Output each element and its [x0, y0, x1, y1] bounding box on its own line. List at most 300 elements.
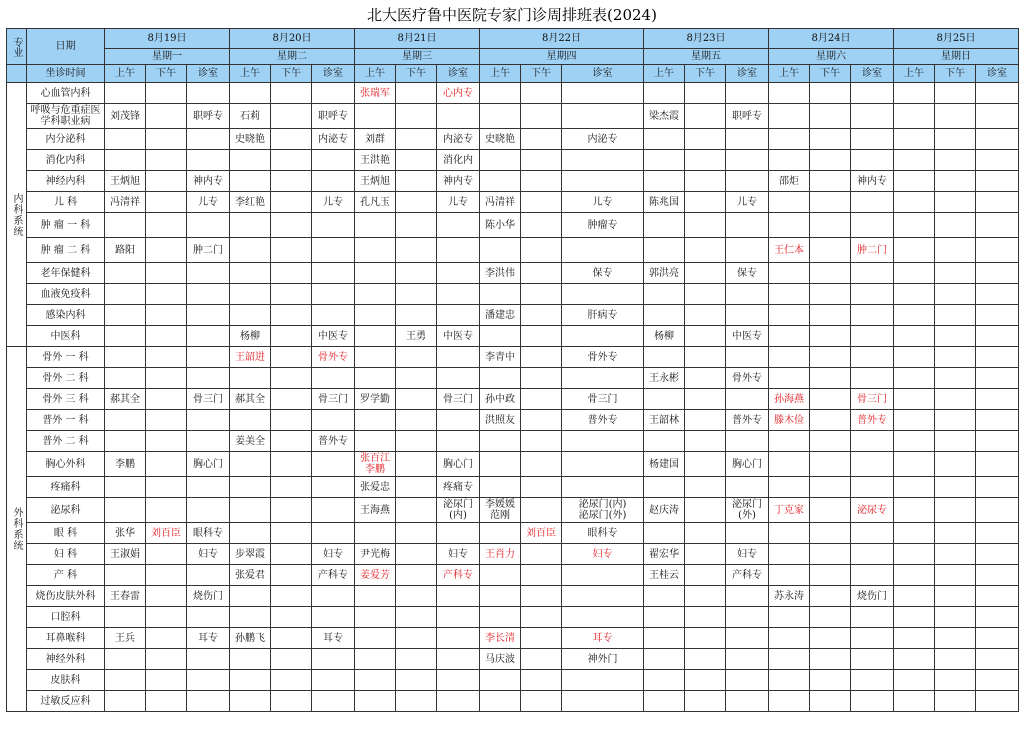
- morning-doctor-cell: [355, 368, 396, 389]
- morning-doctor-cell: [769, 691, 810, 712]
- table-row: [7, 452, 1019, 477]
- clinic-room-cell: [312, 586, 355, 607]
- table-row: [7, 104, 1019, 129]
- clinic-room-cell: 肿瘤专: [562, 213, 644, 238]
- afternoon-doctor-cell: [396, 389, 437, 410]
- morning-doctor-cell: 王洪艳: [355, 150, 396, 171]
- clinic-room-cell: 儿专: [437, 192, 480, 213]
- clinic-room-cell: 妇专: [437, 544, 480, 565]
- morning-doctor-cell: [355, 649, 396, 670]
- slot-header: 诊室: [562, 65, 644, 83]
- clinic-room-cell: [726, 389, 769, 410]
- clinic-room-cell: [851, 368, 894, 389]
- table-row: [7, 586, 1019, 607]
- afternoon-doctor-cell: [396, 544, 437, 565]
- department-name: 感染内科: [27, 305, 105, 326]
- morning-doctor-cell: [894, 628, 935, 649]
- afternoon-doctor-cell: [521, 670, 562, 691]
- afternoon-doctor-cell: [935, 452, 976, 477]
- afternoon-doctor-cell: [271, 171, 312, 192]
- afternoon-doctor-cell: [810, 670, 851, 691]
- table-row: [7, 129, 1019, 150]
- morning-doctor-cell: [894, 305, 935, 326]
- afternoon-doctor-cell: [685, 691, 726, 712]
- morning-doctor-cell: 郝其全: [105, 389, 146, 410]
- morning-doctor-cell: [230, 607, 271, 628]
- clinic-room-cell: 骨三门: [851, 389, 894, 410]
- afternoon-doctor-cell: [935, 326, 976, 347]
- table-row: [7, 410, 1019, 431]
- table-row: [7, 347, 1019, 368]
- slot-header: 上午: [105, 65, 146, 83]
- group-label: 外科系统: [7, 347, 27, 712]
- clinic-room-cell: [976, 83, 1019, 104]
- clinic-room-cell: [726, 431, 769, 452]
- slot-header: 诊室: [976, 65, 1019, 83]
- morning-doctor-cell: [769, 649, 810, 670]
- morning-doctor-cell: [894, 410, 935, 431]
- weekday-header: 星期二: [230, 49, 355, 65]
- morning-doctor-cell: [894, 607, 935, 628]
- weekday-header: 星期五: [644, 49, 769, 65]
- morning-doctor-cell: [355, 691, 396, 712]
- afternoon-doctor-cell: [271, 389, 312, 410]
- clinic-room-cell: 疼痛专: [437, 477, 480, 498]
- morning-doctor-cell: [894, 150, 935, 171]
- clinic-room-cell: [562, 284, 644, 305]
- morning-doctor-cell: 翟宏华: [644, 544, 685, 565]
- morning-doctor-cell: [230, 213, 271, 238]
- morning-doctor-cell: [644, 649, 685, 670]
- clinic-room-cell: [726, 150, 769, 171]
- afternoon-doctor-cell: [396, 565, 437, 586]
- clinic-room-cell: 骨三门: [312, 389, 355, 410]
- clinic-room-cell: [976, 326, 1019, 347]
- clinic-room-cell: 骨三门: [437, 389, 480, 410]
- morning-doctor-cell: [894, 477, 935, 498]
- slot-header: 诊室: [851, 65, 894, 83]
- afternoon-doctor-cell: [685, 586, 726, 607]
- afternoon-doctor-cell: [685, 305, 726, 326]
- morning-doctor-cell: [480, 477, 521, 498]
- morning-doctor-cell: 苏永涛: [769, 586, 810, 607]
- table-row: [7, 150, 1019, 171]
- morning-doctor-cell: [769, 452, 810, 477]
- morning-doctor-cell: [480, 104, 521, 129]
- clinic-room-cell: [187, 83, 230, 104]
- morning-doctor-cell: 李长清: [480, 628, 521, 649]
- afternoon-doctor-cell: [935, 83, 976, 104]
- clinic-room-cell: [437, 670, 480, 691]
- afternoon-doctor-cell: [396, 305, 437, 326]
- morning-doctor-cell: [105, 477, 146, 498]
- afternoon-doctor-cell: [521, 171, 562, 192]
- clinic-room-cell: [437, 238, 480, 263]
- afternoon-doctor-cell: [396, 410, 437, 431]
- morning-doctor-cell: 孙中政: [480, 389, 521, 410]
- morning-doctor-cell: [894, 691, 935, 712]
- clinic-room-cell: [312, 263, 355, 284]
- clinic-room-cell: [187, 565, 230, 586]
- afternoon-doctor-cell: [396, 431, 437, 452]
- afternoon-doctor-cell: 刘百臣: [146, 523, 187, 544]
- afternoon-doctor-cell: [271, 83, 312, 104]
- morning-doctor-cell: [230, 498, 271, 523]
- afternoon-doctor-cell: [685, 83, 726, 104]
- morning-doctor-cell: [769, 305, 810, 326]
- morning-doctor-cell: 王肖力: [480, 544, 521, 565]
- morning-doctor-cell: [105, 326, 146, 347]
- morning-doctor-cell: [480, 565, 521, 586]
- morning-doctor-cell: [769, 670, 810, 691]
- afternoon-doctor-cell: [935, 150, 976, 171]
- morning-doctor-cell: [480, 452, 521, 477]
- clinic-room-cell: [187, 691, 230, 712]
- afternoon-doctor-cell: [810, 238, 851, 263]
- afternoon-doctor-cell: [146, 586, 187, 607]
- afternoon-doctor-cell: [810, 326, 851, 347]
- afternoon-doctor-cell: [271, 104, 312, 129]
- clinic-room-cell: [437, 263, 480, 284]
- slot-header: 诊室: [187, 65, 230, 83]
- clinic-room-cell: [726, 347, 769, 368]
- afternoon-doctor-cell: [271, 670, 312, 691]
- afternoon-doctor-cell: [685, 368, 726, 389]
- table-row: [7, 691, 1019, 712]
- morning-doctor-cell: [644, 305, 685, 326]
- morning-doctor-cell: 郝其全: [230, 389, 271, 410]
- clinic-room-cell: [562, 452, 644, 477]
- clinic-room-cell: [187, 431, 230, 452]
- afternoon-doctor-cell: [935, 104, 976, 129]
- morning-doctor-cell: [644, 670, 685, 691]
- morning-doctor-cell: 王韶林: [644, 410, 685, 431]
- afternoon-doctor-cell: [521, 129, 562, 150]
- afternoon-doctor-cell: [271, 263, 312, 284]
- clinic-room-cell: [976, 263, 1019, 284]
- afternoon-doctor-cell: [396, 104, 437, 129]
- afternoon-doctor-cell: [810, 83, 851, 104]
- clinic-room-cell: [976, 691, 1019, 712]
- morning-doctor-cell: [480, 431, 521, 452]
- afternoon-doctor-cell: [685, 452, 726, 477]
- morning-doctor-cell: 王永彬: [644, 368, 685, 389]
- morning-doctor-cell: 罗学勤: [355, 389, 396, 410]
- afternoon-doctor-cell: [271, 347, 312, 368]
- morning-doctor-cell: 石莉: [230, 104, 271, 129]
- morning-doctor-cell: [105, 649, 146, 670]
- clinic-room-cell: [187, 410, 230, 431]
- morning-doctor-cell: [769, 628, 810, 649]
- morning-doctor-cell: [230, 368, 271, 389]
- morning-doctor-cell: [480, 368, 521, 389]
- afternoon-doctor-cell: [396, 347, 437, 368]
- clinic-room-cell: [726, 305, 769, 326]
- clinic-room-cell: [976, 410, 1019, 431]
- afternoon-doctor-cell: [521, 284, 562, 305]
- clinic-room-cell: [437, 347, 480, 368]
- table-row: [7, 263, 1019, 284]
- morning-doctor-cell: [769, 544, 810, 565]
- clinic-room-cell: [187, 305, 230, 326]
- morning-doctor-cell: [644, 607, 685, 628]
- morning-doctor-cell: [894, 263, 935, 284]
- morning-doctor-cell: 李媛媛 范刚: [480, 498, 521, 523]
- afternoon-doctor-cell: [521, 238, 562, 263]
- morning-doctor-cell: [644, 129, 685, 150]
- table-row: [7, 670, 1019, 691]
- clinic-room-cell: [851, 452, 894, 477]
- morning-doctor-cell: [769, 150, 810, 171]
- clinic-room-cell: [976, 670, 1019, 691]
- afternoon-doctor-cell: [810, 477, 851, 498]
- morning-doctor-cell: 李鹏: [105, 452, 146, 477]
- morning-doctor-cell: [644, 347, 685, 368]
- morning-doctor-cell: [355, 410, 396, 431]
- clinic-room-cell: [437, 431, 480, 452]
- clinic-room-cell: [851, 326, 894, 347]
- clinic-room-cell: 泌尿门 (外): [726, 498, 769, 523]
- afternoon-doctor-cell: [685, 213, 726, 238]
- department-name: 心血管内科: [27, 83, 105, 104]
- afternoon-doctor-cell: [146, 670, 187, 691]
- table-row: [7, 477, 1019, 498]
- morning-doctor-cell: 冯清祥: [480, 192, 521, 213]
- afternoon-doctor-cell: [146, 213, 187, 238]
- afternoon-doctor-cell: [146, 477, 187, 498]
- afternoon-doctor-cell: [521, 586, 562, 607]
- morning-doctor-cell: 李青中: [480, 347, 521, 368]
- morning-doctor-cell: [894, 284, 935, 305]
- table-row: [7, 431, 1019, 452]
- clinic-room-cell: 眼科专: [562, 523, 644, 544]
- clinic-room-cell: [976, 104, 1019, 129]
- afternoon-doctor-cell: [396, 129, 437, 150]
- clinic-room-cell: [312, 83, 355, 104]
- clinic-room-cell: [437, 368, 480, 389]
- afternoon-doctor-cell: [810, 368, 851, 389]
- clinic-room-cell: 普外专: [851, 410, 894, 431]
- morning-doctor-cell: [105, 368, 146, 389]
- afternoon-doctor-cell: [935, 347, 976, 368]
- clinic-room-cell: [851, 565, 894, 586]
- clinic-room-cell: 内泌专: [562, 129, 644, 150]
- afternoon-doctor-cell: [935, 213, 976, 238]
- clinic-room-cell: [437, 691, 480, 712]
- afternoon-doctor-cell: [271, 326, 312, 347]
- morning-doctor-cell: [105, 213, 146, 238]
- afternoon-doctor-cell: [810, 410, 851, 431]
- afternoon-doctor-cell: [521, 691, 562, 712]
- morning-doctor-cell: [355, 586, 396, 607]
- clinic-room-cell: [437, 213, 480, 238]
- morning-doctor-cell: [894, 452, 935, 477]
- clinic-room-cell: [976, 452, 1019, 477]
- clinic-room-cell: [312, 607, 355, 628]
- clinic-room-cell: [312, 670, 355, 691]
- morning-doctor-cell: [480, 150, 521, 171]
- morning-doctor-cell: [105, 83, 146, 104]
- morning-doctor-cell: 姜爱芳: [355, 565, 396, 586]
- afternoon-doctor-cell: [521, 544, 562, 565]
- afternoon-doctor-cell: [146, 104, 187, 129]
- morning-doctor-cell: [355, 607, 396, 628]
- clinic-room-cell: [976, 129, 1019, 150]
- date-header: 8月20日: [230, 29, 355, 49]
- morning-doctor-cell: [769, 523, 810, 544]
- clinic-room-cell: 儿专: [726, 192, 769, 213]
- department-name: 神经外科: [27, 649, 105, 670]
- afternoon-doctor-cell: [810, 150, 851, 171]
- afternoon-doctor-cell: [521, 607, 562, 628]
- slot-header: 下午: [685, 65, 726, 83]
- morning-doctor-cell: [644, 523, 685, 544]
- morning-doctor-cell: 冯清祥: [105, 192, 146, 213]
- clinic-room-cell: [851, 284, 894, 305]
- morning-doctor-cell: [769, 284, 810, 305]
- department-name: 疼痛科: [27, 477, 105, 498]
- afternoon-doctor-cell: [396, 238, 437, 263]
- afternoon-doctor-cell: [271, 410, 312, 431]
- clinic-room-cell: 消化内: [437, 150, 480, 171]
- clinic-room-cell: [437, 104, 480, 129]
- clinic-room-cell: [437, 628, 480, 649]
- afternoon-doctor-cell: [146, 452, 187, 477]
- morning-doctor-cell: 王海燕: [355, 498, 396, 523]
- clinic-room-cell: [976, 586, 1019, 607]
- morning-doctor-cell: 王炳旭: [105, 171, 146, 192]
- clinic-room-cell: [187, 607, 230, 628]
- afternoon-doctor-cell: [271, 150, 312, 171]
- afternoon-doctor-cell: [935, 238, 976, 263]
- afternoon-doctor-cell: [271, 628, 312, 649]
- clinic-room-cell: 烧伤门: [187, 586, 230, 607]
- clinic-room-cell: [187, 326, 230, 347]
- morning-doctor-cell: [105, 431, 146, 452]
- clinic-room-cell: 妇专: [187, 544, 230, 565]
- clinic-room-cell: 普外专: [562, 410, 644, 431]
- clinic-room-cell: [726, 129, 769, 150]
- clinic-room-cell: [437, 586, 480, 607]
- morning-doctor-cell: [769, 83, 810, 104]
- morning-doctor-cell: 孔凡玉: [355, 192, 396, 213]
- clinic-room-cell: [976, 238, 1019, 263]
- clinic-room-cell: [562, 104, 644, 129]
- morning-doctor-cell: 杨柳: [230, 326, 271, 347]
- weekday-header: 星期日: [894, 49, 1019, 65]
- afternoon-doctor-cell: [685, 389, 726, 410]
- afternoon-doctor-cell: [810, 586, 851, 607]
- group-label: 内科系统: [7, 83, 27, 347]
- clinic-room-cell: [851, 305, 894, 326]
- morning-doctor-cell: 王春雷: [105, 586, 146, 607]
- clinic-room-cell: 肿二门: [851, 238, 894, 263]
- clinic-room-cell: 中医专: [312, 326, 355, 347]
- clinic-room-cell: [851, 129, 894, 150]
- clinic-room-cell: 肿二门: [187, 238, 230, 263]
- afternoon-doctor-cell: [146, 171, 187, 192]
- morning-doctor-cell: 赵庆涛: [644, 498, 685, 523]
- afternoon-doctor-cell: [271, 544, 312, 565]
- morning-doctor-cell: [480, 326, 521, 347]
- morning-doctor-cell: [105, 565, 146, 586]
- afternoon-doctor-cell: [935, 389, 976, 410]
- morning-doctor-cell: [894, 649, 935, 670]
- clinic-room-cell: [312, 452, 355, 477]
- clinic-room-cell: [312, 649, 355, 670]
- afternoon-doctor-cell: [521, 368, 562, 389]
- afternoon-doctor-cell: [146, 628, 187, 649]
- department-name: 内分泌科: [27, 129, 105, 150]
- department-name: 妇 科: [27, 544, 105, 565]
- afternoon-doctor-cell: [271, 607, 312, 628]
- clinic-room-cell: 中医专: [437, 326, 480, 347]
- clinic-room-cell: [187, 213, 230, 238]
- clinic-room-cell: 耳专: [562, 628, 644, 649]
- morning-doctor-cell: 孙海燕: [769, 389, 810, 410]
- morning-doctor-cell: [644, 477, 685, 498]
- afternoon-doctor-cell: [685, 347, 726, 368]
- afternoon-doctor-cell: [810, 691, 851, 712]
- clinic-room-cell: [851, 150, 894, 171]
- clinic-room-cell: [976, 368, 1019, 389]
- morning-doctor-cell: [894, 498, 935, 523]
- afternoon-doctor-cell: [935, 607, 976, 628]
- slot-header: 上午: [644, 65, 685, 83]
- morning-doctor-cell: 张爱君: [230, 565, 271, 586]
- morning-doctor-cell: [355, 326, 396, 347]
- clinic-room-cell: [187, 368, 230, 389]
- afternoon-doctor-cell: [396, 452, 437, 477]
- clinic-room-cell: 产科专: [726, 565, 769, 586]
- slot-header: 上午: [355, 65, 396, 83]
- clinic-room-cell: 妇专: [312, 544, 355, 565]
- afternoon-doctor-cell: [396, 670, 437, 691]
- morning-doctor-cell: [355, 347, 396, 368]
- morning-doctor-cell: [355, 305, 396, 326]
- morning-doctor-cell: 张瑞军: [355, 83, 396, 104]
- afternoon-doctor-cell: [810, 389, 851, 410]
- department-name: 泌尿科: [27, 498, 105, 523]
- morning-doctor-cell: [769, 104, 810, 129]
- morning-doctor-cell: 王仁本: [769, 238, 810, 263]
- clinic-room-cell: [851, 83, 894, 104]
- morning-doctor-cell: [894, 431, 935, 452]
- morning-doctor-cell: 郭洪亮: [644, 263, 685, 284]
- department-name: 过敏反应科: [27, 691, 105, 712]
- department-name: 胸心外科: [27, 452, 105, 477]
- department-name: 眼 科: [27, 523, 105, 544]
- morning-doctor-cell: [355, 263, 396, 284]
- department-name: 肿 瘤 一 科: [27, 213, 105, 238]
- clinic-room-cell: [187, 284, 230, 305]
- clinic-room-cell: 普外专: [726, 410, 769, 431]
- afternoon-doctor-cell: [271, 238, 312, 263]
- morning-doctor-cell: [894, 670, 935, 691]
- clinic-room-cell: [976, 477, 1019, 498]
- department-name: 呼吸与危重症医学科职业病: [27, 104, 105, 129]
- afternoon-doctor-cell: [146, 305, 187, 326]
- afternoon-doctor-cell: [271, 498, 312, 523]
- morning-doctor-cell: [644, 171, 685, 192]
- morning-doctor-cell: 姜美全: [230, 431, 271, 452]
- afternoon-doctor-cell: [935, 544, 976, 565]
- weekday-header: 星期四: [480, 49, 644, 65]
- clinic-room-cell: 骨外专: [562, 347, 644, 368]
- table-row: [7, 171, 1019, 192]
- department-name: 骨外 二 科: [27, 368, 105, 389]
- clinic-room-cell: [726, 670, 769, 691]
